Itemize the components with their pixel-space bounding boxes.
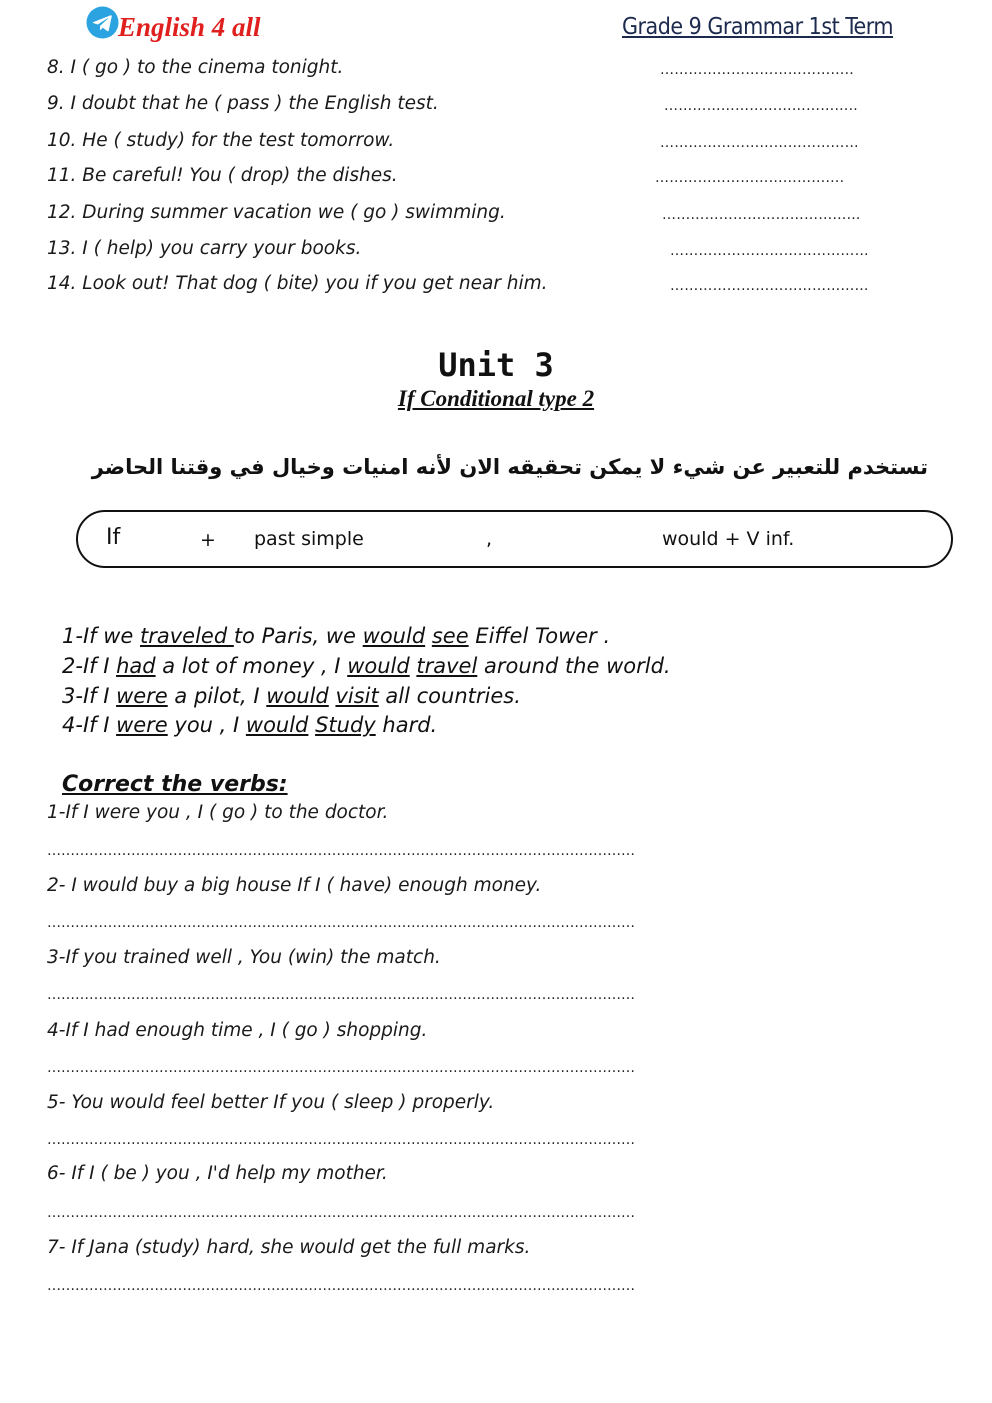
- answer-line-11[interactable]: ………………………………….: [655, 170, 845, 186]
- answer-line-q2[interactable]: ………………………………………………………………………………………………………………: [47, 915, 635, 931]
- unit-title: Unit 3: [438, 346, 554, 384]
- answer-line-q7[interactable]: ………………………………………………………………………………………………………………: [47, 1278, 635, 1294]
- example-1: 1-If we traveled to Paris, we would see Eiffel Tower .: [62, 624, 611, 648]
- exercise-10: 10. He ( study) for the test tomorrow.: [47, 130, 395, 151]
- formula-plus: +: [200, 529, 216, 551]
- answer-line-12[interactable]: …………………………………...: [662, 207, 861, 223]
- exercise-8: 8. I ( go ) to the cinema tonight.: [47, 57, 344, 78]
- answer-line-14[interactable]: …………………………………...: [670, 278, 869, 294]
- brand-title: English 4 all: [118, 12, 261, 42]
- telegram-icon: [86, 6, 119, 39]
- question-5: 5- You would feel better If you ( sleep ) properly.: [47, 1092, 495, 1113]
- unit-subtitle: If Conditional type 2: [397, 386, 595, 411]
- question-7: 7- If Jana (study) hard, she would get the full marks.: [47, 1237, 531, 1258]
- exercise-13: 13. I ( help) you carry your books.: [47, 238, 362, 259]
- answer-line-13[interactable]: ……………………………………: [670, 243, 869, 259]
- question-3: 3-If you trained well , You (win) the match.: [47, 947, 441, 968]
- answer-line-q1[interactable]: ………………………………………………………………………………………………………………: [47, 843, 635, 859]
- formula-past-simple: past simple: [254, 528, 364, 550]
- arabic-explanation: تستخدم للتعبير عن شيء لا يمكن تحقيقه الان لأنه امنيات وخيال في وقتنا الحاضر: [91, 455, 928, 479]
- answer-line-q4[interactable]: ………………………………………………………………………………………………………………: [47, 1060, 635, 1076]
- answer-line-q6[interactable]: ………………………………………………………………………………………………………………: [47, 1205, 635, 1221]
- answer-line-q5[interactable]: ………………………………………………………………………………………………………………: [47, 1132, 635, 1148]
- exercise-14: 14. Look out! That dog ( bite) you if you get near him.: [47, 273, 548, 294]
- formula-would-verb: would + V inf.: [662, 528, 795, 550]
- question-6: 6- If I ( be ) you , I'd help my mother.: [47, 1163, 388, 1184]
- grade-title: Grade 9 Grammar 1st Term: [622, 14, 894, 40]
- example-4: 4-If I were you , I would Study hard.: [62, 713, 438, 737]
- example-3: 3-If I were a pilot, I would visit all countries.: [62, 684, 521, 708]
- question-1: 1-If I were you , I ( go ) to the doctor.: [47, 802, 389, 823]
- question-2: 2- I would buy a big house If I ( have) enough money.: [47, 875, 542, 896]
- answer-line-9[interactable]: …………………………………..: [664, 98, 858, 114]
- exercise-9: 9. I doubt that he ( pass ) the English test.: [47, 93, 439, 114]
- formula-if: If: [106, 525, 121, 550]
- answer-line-10[interactable]: ……………………………………: [660, 135, 859, 151]
- exercise-12: 12. During summer vacation we ( go ) swimming.: [47, 202, 506, 223]
- formula-comma: ,: [486, 528, 493, 550]
- question-4: 4-If I had enough time , I ( go ) shopping.: [47, 1020, 428, 1041]
- correct-the-verbs-heading: Correct the verbs:: [62, 772, 288, 797]
- answer-line-8[interactable]: …………………………………..: [660, 62, 854, 78]
- exercise-11: 11. Be careful! You ( drop) the dishes.: [47, 165, 398, 186]
- example-2: 2-If I had a lot of money , I would travel around the world.: [62, 654, 671, 678]
- answer-line-q3[interactable]: ………………………………………………………………………………………………………………: [47, 987, 635, 1003]
